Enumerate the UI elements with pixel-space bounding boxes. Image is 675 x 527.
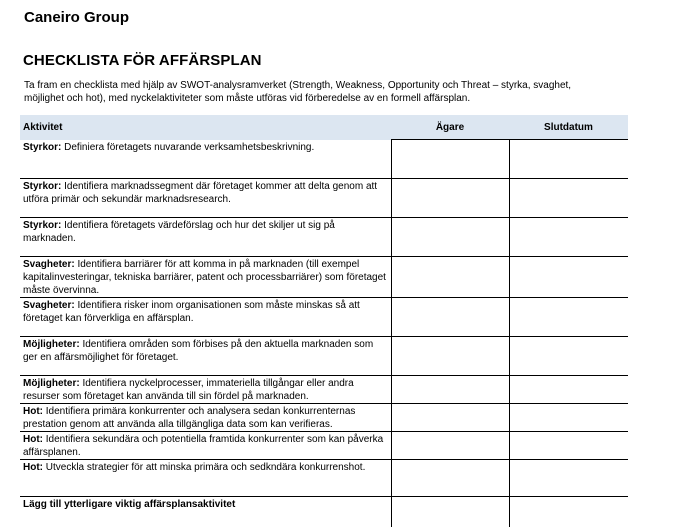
activity-text: Identifiera risker inom organisationen som måste minskas så att företaget kan förverkliga en affärsplan. [23,300,360,324]
activity-text: Definiera företagets nuvarande verksamhetsbeskrivning. [61,141,315,153]
owner-cell[interactable] [391,497,509,527]
activity-category: Styrkor: [23,220,62,231]
table-row [20,460,628,497]
activity-category: Hot: [23,434,43,445]
activity-category: Styrkor: [23,141,62,153]
activity-cell [20,432,391,460]
header-end-date: Slutdatum [509,115,628,140]
activity-cell [20,376,391,404]
owner-cell[interactable] [391,376,509,404]
table-row [20,140,628,179]
header-activity: Aktivitet [20,115,391,140]
header-owner: Ägare [391,115,509,140]
end-date-cell[interactable] [509,432,628,460]
activity-category: Hot: [23,406,43,417]
table-row [20,337,628,376]
table-header-row [20,115,628,140]
add-activity-label: Lägg till ytterligare viktig affärsplansaktivitet [23,499,236,510]
activity-text: Utveckla strategier för att minska primära och sedkndära konkurrenshot. [43,462,366,473]
activity-category: Hot: [23,462,43,473]
table-row [20,404,628,432]
document-title: CHECKLISTA FÖR AFFÄRSPLAN [23,52,262,69]
activity-cell [20,140,391,179]
table-row [20,376,628,404]
end-date-cell[interactable] [509,497,628,527]
owner-cell[interactable] [391,257,509,298]
activity-cell [20,337,391,376]
owner-cell[interactable] [391,404,509,432]
intro-paragraph: Ta fram en checklista med hjälp av SWOT-analysramverket (Strength, Weakness, Opportunity och Threat – styrka, svaghet, möjlighet och hot), med nyckelaktiviteter som måste utföras vid förberedelse av en formell affärsplan. [24,80,572,104]
owner-cell[interactable] [391,432,509,460]
activity-cell [20,257,391,298]
end-date-cell[interactable] [509,298,628,337]
activity-cell [20,460,391,497]
activity-cell [20,179,391,218]
activity-text: Identifiera barriärer för att komma in på marknaden (till exempel kapitalinvesteringar, tekniska barriärer, patent och processbarriärer) som företaget måste övervinna. [23,259,386,296]
owner-cell[interactable] [391,218,509,257]
table-row [20,432,628,460]
owner-cell[interactable] [391,179,509,218]
table-row [20,298,628,337]
activity-category: Svagheter: [23,259,75,270]
activity-text: Identifiera marknadssegment där företaget kommer att delta genom att utföra primär och sekundär marknadsresearch. [23,181,378,205]
owner-cell[interactable] [391,460,509,497]
checklist-table [20,115,628,527]
end-date-cell[interactable] [509,179,628,218]
activity-text: Identifiera primära konkurrenter och analysera sedan konkurrenternas prestation genom att använda alla tillgängliga data som kan verifieras. [23,406,356,430]
activity-category: Möjligheter: [23,378,80,389]
end-date-cell[interactable] [509,140,628,179]
activity-cell [20,404,391,432]
end-date-cell[interactable] [509,337,628,376]
table-row [20,179,628,218]
owner-cell[interactable] [391,337,509,376]
activity-text: Identifiera företagets värdeförslag och hur det skiljer ut sig på marknaden. [23,220,335,244]
activity-text: Identifiera områden som förbises på den aktuella marknaden som ger en affärsmöjlighet för företaget. [23,339,374,363]
table-row [20,257,628,298]
activity-category: Möjligheter: [23,339,80,350]
activity-category: Styrkor: [23,181,62,192]
end-date-cell[interactable] [509,218,628,257]
activity-text: Identifiera sekundära och potentiella framtida konkurrenter som kan påverka affärsplanen. [23,434,384,458]
end-date-cell[interactable] [509,257,628,298]
end-date-cell[interactable] [509,376,628,404]
activity-cell [20,218,391,257]
table-row [20,218,628,257]
owner-cell[interactable] [391,140,509,179]
activity-cell[interactable] [20,497,391,527]
end-date-cell[interactable] [509,404,628,432]
table-row-add-activity [20,497,628,527]
end-date-cell[interactable] [509,460,628,497]
activity-category: Svagheter: [23,300,75,311]
owner-cell[interactable] [391,298,509,337]
activity-cell [20,298,391,337]
company-name: Caneiro Group [24,9,130,26]
activity-text: Identifiera nyckelprocesser, immateriella tillgångar eller andra resurser som företaget kan använda till sin fördel på marknaden. [23,378,354,402]
